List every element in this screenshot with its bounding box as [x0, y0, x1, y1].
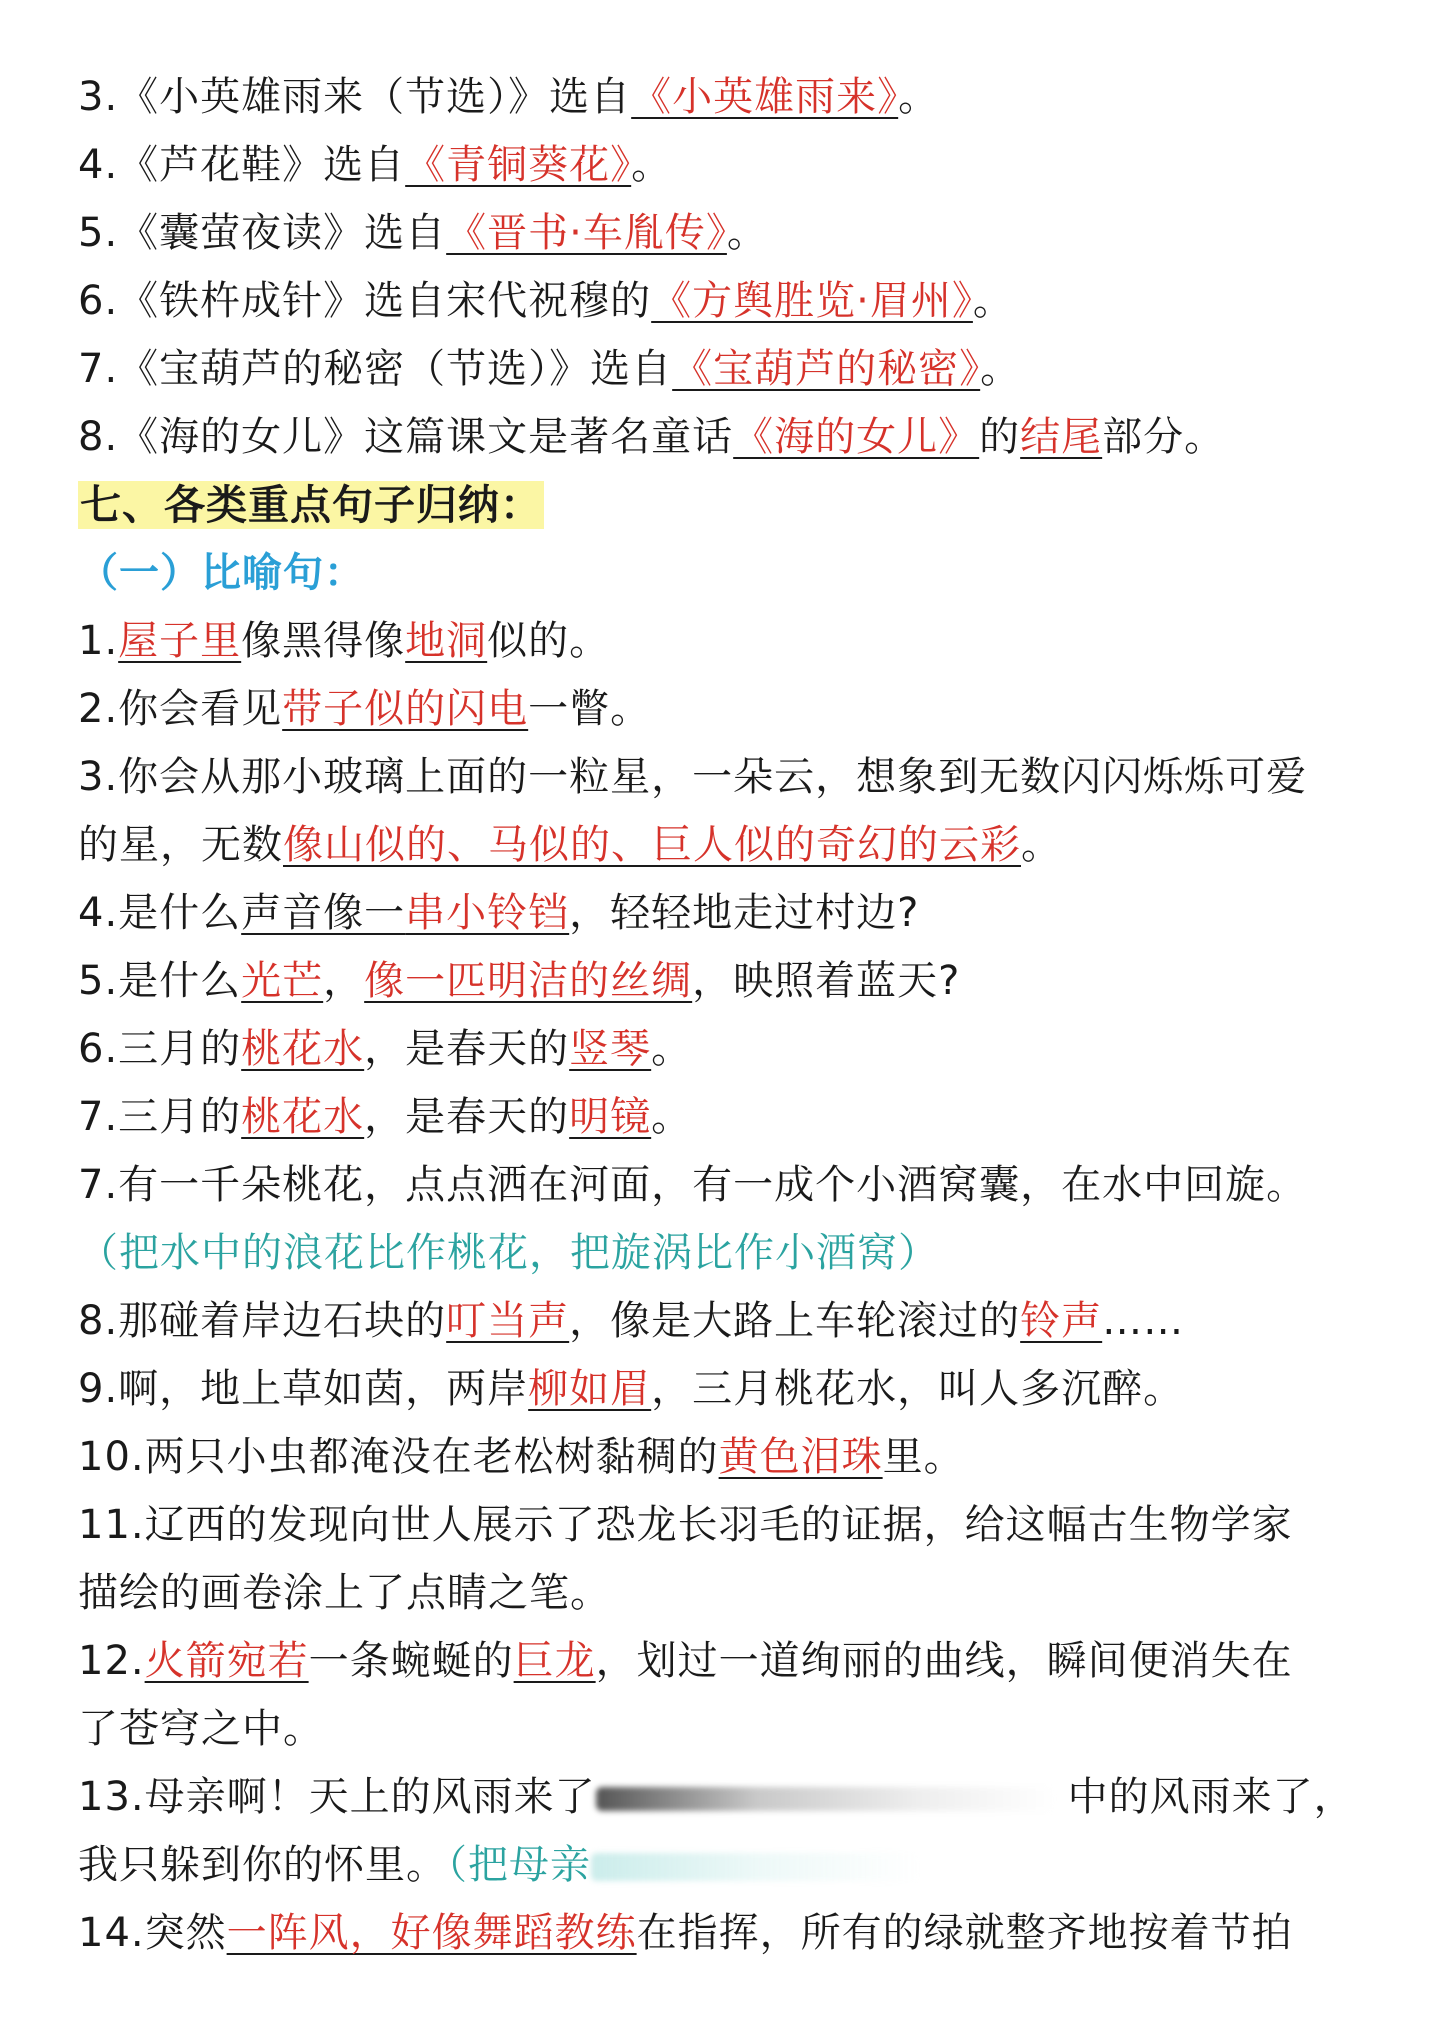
text-span: 。: [651, 1094, 693, 1140]
text-span: 11.辽西的发现向世人展示了恐龙长羽毛的证据，给这幅古生物学家: [78, 1502, 1293, 1548]
answer: 结尾: [1020, 414, 1103, 460]
sentence-7b: [78, 1158, 1307, 1212]
text-span: 14.突然: [78, 1910, 227, 1956]
text-span: 竖琴: [569, 1026, 652, 1072]
sentence-13-line-2: [78, 1838, 921, 1892]
text-span: 10.两只小虫都淹没在老松树黏稠的: [78, 1434, 719, 1480]
sentence-5: [78, 954, 960, 1008]
text-span: （一）比喻句：: [78, 550, 365, 596]
text-span: 一瞥。: [528, 686, 652, 732]
text-span: 3.你会从那小玻璃上面的一粒星，一朵云，想象到无数闪闪烁烁可爱: [78, 754, 1308, 800]
text-span: 《铁杵成针》选自宋代祝穆的: [118, 278, 652, 324]
text-span: 七、各类重点句子归纳：: [80, 481, 542, 529]
source-line-7: [78, 342, 1021, 396]
text-span: ，是春天的: [364, 1094, 570, 1140]
sentence-1: [78, 614, 610, 668]
text-span: 桃花水: [241, 1026, 365, 1072]
text-span: 3.: [78, 74, 119, 120]
text-span: 里。: [882, 1434, 965, 1480]
text-span: 4.: [78, 142, 119, 188]
text-span: 火箭宛若: [144, 1638, 309, 1684]
text-span: ，三月桃花水，叫人多沉醉。: [651, 1366, 1185, 1412]
text-span: 7.: [78, 346, 119, 392]
answer: 《方舆胜览·眉州》: [651, 278, 973, 324]
text-span: 的星，无数: [78, 822, 283, 868]
text-span: 。: [726, 210, 768, 256]
text-span: 黄色泪珠: [718, 1434, 883, 1480]
redacted-blur: [591, 1853, 921, 1881]
text-span: 带子似的闪电: [282, 686, 529, 732]
text-span: 像山似的、马似的、巨人似的奇幻的云彩: [283, 822, 1021, 868]
text-span: 2.你会看见: [78, 686, 283, 732]
sentence-3-line-2: [78, 818, 1062, 872]
text-span: ，: [323, 958, 365, 1004]
sentence-2: [78, 682, 651, 736]
text-span: （把母亲: [447, 1842, 591, 1888]
sentence-4: [78, 886, 919, 940]
sentence-10: [78, 1430, 965, 1484]
text-span: 桃花水: [241, 1094, 365, 1140]
text-span: 。: [980, 346, 1022, 392]
sentence-7-note: [78, 1226, 939, 1280]
text-span: 6.三月的: [78, 1026, 242, 1072]
sentence-11-line-1: [78, 1498, 1293, 1552]
text-span: 地洞: [405, 618, 488, 664]
text-span: 7.有一千朵桃花，点点洒在河面，有一成个小酒窝囊，在水中回旋。: [78, 1162, 1308, 1208]
text-span: 《小英雄雨来（节选）》选自: [118, 74, 632, 120]
text-span: 《芦花鞋》选自: [118, 142, 406, 188]
text-span: 光芒: [241, 958, 324, 1004]
text-span: ，像是大路上车轮滚过的: [569, 1298, 1021, 1344]
text-span: 。: [651, 1026, 693, 1072]
source-line-8: [78, 410, 1225, 464]
text-span: 像黑得像: [241, 618, 406, 664]
text-span: ，映照着蓝天?: [692, 958, 961, 1004]
text-span: 。: [1021, 822, 1062, 868]
text-span: ……: [1102, 1298, 1185, 1344]
text-span: 叮当声: [446, 1298, 570, 1344]
text-span: 明镜: [569, 1094, 652, 1140]
text-span: 了苍穹之中。: [78, 1706, 324, 1752]
text-span: 。: [631, 142, 673, 188]
text-span: 6.: [78, 278, 119, 324]
answer: 《晋书·车胤传》: [446, 210, 727, 256]
text-span: 屋子里: [118, 618, 242, 664]
text-span: 一条蜿蜒的: [308, 1638, 514, 1684]
source-line-4: [78, 138, 672, 192]
sentence-9: [78, 1362, 1184, 1416]
text-span: 7.三月的: [78, 1094, 242, 1140]
sentence-14: [78, 1906, 1293, 1960]
text-span: 我只躲到你的怀里。: [78, 1842, 447, 1888]
sentence-7: [78, 1090, 692, 1144]
text-span: 8.那碰着岸边石块的: [78, 1298, 447, 1344]
text-span: 《宝葫芦的秘密（节选）》选自: [118, 346, 673, 392]
text-span: 5.是什么: [78, 958, 242, 1004]
sentence-11-line-2: [78, 1566, 611, 1620]
sentence-12-line-1: [78, 1634, 1293, 1688]
text-span: 部分。: [1102, 414, 1226, 460]
text-span: ，轻轻地走过村边?: [569, 890, 920, 936]
sentence-3-line-1: [78, 750, 1307, 804]
text-span: 铃声: [1020, 1298, 1103, 1344]
answer: 《海的女儿》: [733, 414, 980, 460]
sentence-13-line-1: [78, 1770, 1355, 1824]
sentence-12-line-2: [78, 1702, 324, 1756]
text-span: 描绘的画卷涂上了点睛之笔。: [78, 1570, 611, 1616]
text-span: 8.《海的女儿》这篇课文是著名童话: [78, 414, 734, 460]
text-span: 声音像一: [241, 890, 406, 936]
text-span: 9.啊，地上草如茵，两岸: [78, 1366, 529, 1412]
answer: 《小英雄雨来》: [631, 74, 899, 120]
subsection-heading: [78, 546, 365, 600]
text-span: 中的风雨来了，: [1067, 1774, 1355, 1820]
text-span: 《囊萤夜读》选自: [118, 210, 447, 256]
source-line-5: [78, 206, 768, 260]
text-span: 巨龙: [513, 1638, 596, 1684]
text-span: 像一匹明洁的丝绸: [364, 958, 693, 1004]
text-span: 。: [972, 278, 1014, 324]
sentence-6: [78, 1022, 692, 1076]
source-line-6: [78, 274, 1014, 328]
text-span: 一阵风，好像舞蹈教练: [226, 1910, 637, 1956]
section-heading: [78, 478, 544, 532]
answer: 《宝葫芦的秘密》: [672, 346, 981, 392]
text-span: 似的。: [487, 618, 611, 664]
text-span: 的: [979, 414, 1021, 460]
text-span: 12.: [78, 1638, 145, 1684]
text-span: 1.: [78, 618, 119, 664]
text-span: （把水中的浪花比作桃花，把旋涡比作小酒窝）: [78, 1230, 939, 1276]
text-span: 串小铃铛: [405, 890, 570, 936]
text-span: 5.: [78, 210, 119, 256]
redacted-blur: [596, 1787, 1056, 1811]
source-line-3: [78, 70, 939, 124]
text-span: 柳如眉: [528, 1366, 652, 1412]
sentence-8: [78, 1294, 1184, 1348]
text-span: 13.母亲啊！天上的风雨来了: [78, 1774, 596, 1820]
text-span: ，划过一道绚丽的曲线，瞬间便消失在: [595, 1638, 1293, 1684]
text-span: ，是春天的: [364, 1026, 570, 1072]
text-span: 在指挥，所有的绿就整齐地按着节拍: [636, 1910, 1293, 1956]
text-span: 4.是什么: [78, 890, 242, 936]
answer: 《青铜葵花》: [405, 142, 632, 188]
text-span: 。: [898, 74, 940, 120]
